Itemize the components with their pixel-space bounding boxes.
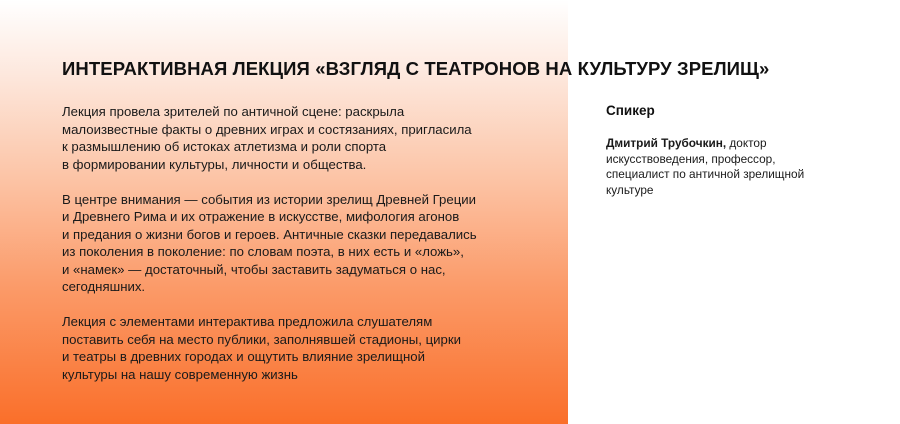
page-title: ИНТЕРАКТИВНАЯ ЛЕКЦИЯ «ВЗГЛЯД С ТЕАТРОНОВ НА КУЛЬТУРУ ЗРЕЛИЩ»: [62, 58, 770, 79]
lecture-description: [62, 103, 562, 401]
speaker-block: [606, 102, 856, 198]
speaker-description: доктор искусствоведения, профессор, специалист по античной зрелищной культуре: [606, 136, 805, 197]
paragraph-2: В центре внимания — события из истории зрелищ Древней Греции и Древнего Рима и их отражение в искусстве, мифология агонов и предания о жизни богов и героев. Античные сказки передавались из поколения в поколение: по словам поэта, в них есть и «ложь», и «намек» — достаточный, чтобы заставить задуматься о нас, сегодняшних.: [62, 191, 477, 294]
speaker-heading: Спикер: [606, 103, 655, 118]
paragraph-3: Лекция с элементами интерактива предложила слушателям поставить себя на место публики, заполнявшей стадионы, цирки и театры в древних городах и ощутить влияние зрелищной культуры на нашу современную жизнь: [62, 314, 461, 382]
speaker-info: [606, 136, 856, 198]
speaker-name: Дмитрий Трубочкин,: [606, 136, 727, 150]
paragraph-1: Лекция провела зрителей по античной сцене: раскрыла малоизвестные факты о древних играх и состязаниях, пригласила к размышлению об истоках атлетизма и роли спорта в формировании культуры, личности и общества.: [62, 104, 472, 172]
